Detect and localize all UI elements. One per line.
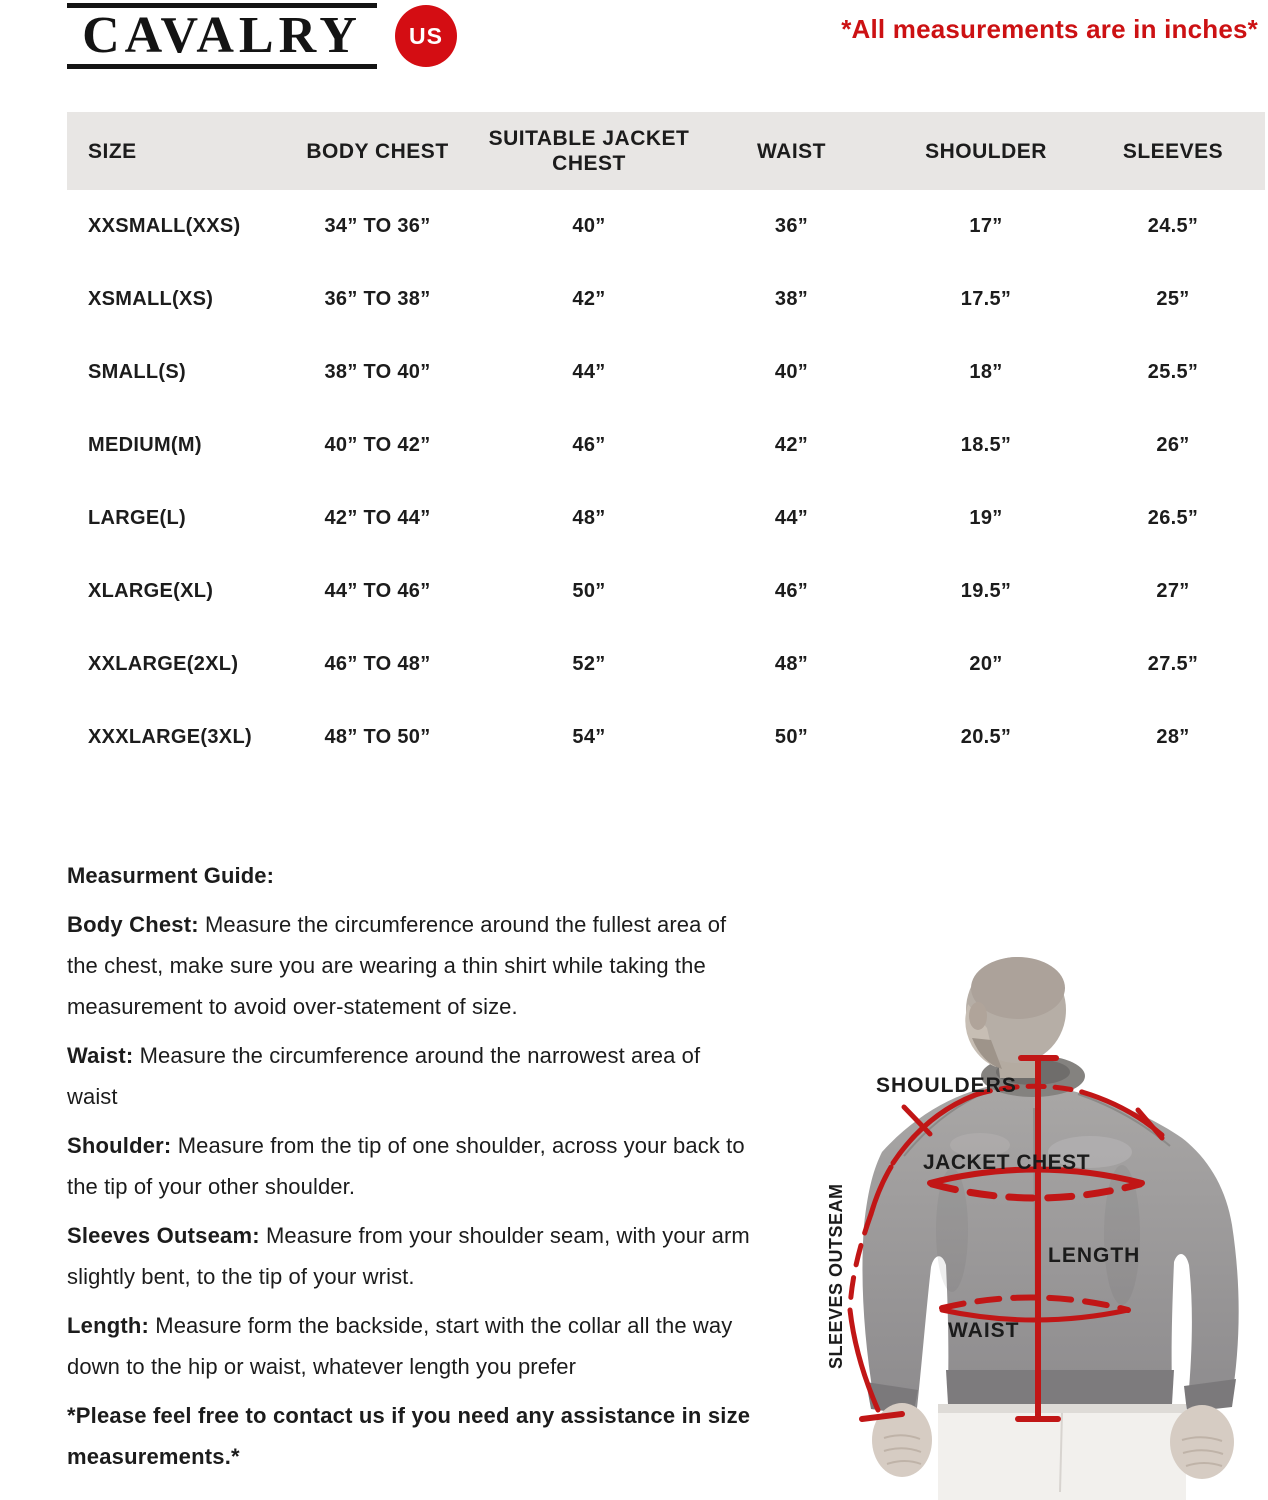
table-row-xs [67, 263, 1265, 336]
guide-item-label: Body Chest: [67, 912, 199, 937]
brand-logo-text: CAVALRY [82, 7, 362, 64]
waist-cell: 42” [774, 434, 809, 456]
waist-cell: 38” [774, 288, 809, 310]
shoulders-label: SHOULDERS [876, 1074, 1017, 1097]
sleeves-cell: 28” [1156, 726, 1190, 748]
table-row-m [67, 409, 1265, 482]
header-body-chest: BODY CHEST [306, 139, 449, 163]
jacket-chest-cell: 42” [572, 288, 606, 310]
table-row-3xl [67, 701, 1265, 774]
header-jacket-chest: SUITABLE JACKET CHEST [488, 127, 690, 175]
table-row-xxs [67, 190, 1265, 263]
jacket-chest-label: JACKET CHEST [923, 1151, 1091, 1174]
size-cell: LARGE(L) [88, 507, 186, 529]
size-cell: XLARGE(XL) [88, 580, 214, 602]
guide-item-body-chest [67, 904, 757, 1027]
waist-cell: 44” [774, 507, 809, 529]
waist-cell: 48” [774, 653, 809, 675]
shoulder-cell: 20” [969, 653, 1003, 675]
table-row-2xl [67, 628, 1265, 701]
body-chest-cell: 40” TO 42” [324, 434, 431, 456]
shoulder-cell: 17.5” [960, 288, 1012, 310]
guide-item-waist [67, 1035, 757, 1117]
jacket-chest-cell: 54” [572, 726, 606, 748]
jacket-chest-cell: 44” [572, 361, 606, 383]
waist-label: WAIST [948, 1319, 1020, 1342]
guide-item-length [67, 1305, 757, 1387]
shoulder-cell: 18” [969, 361, 1003, 383]
guide-item-text: Measure from your shoulder seam, with your arm slightly bent, to the tip of your wrist. [67, 1223, 750, 1289]
sleeves-cell: 24.5” [1147, 215, 1199, 237]
guide-footer: *Please feel free to contact us if you need any assistance in size measurements.* [67, 1403, 751, 1469]
body-chest-cell: 34” TO 36” [324, 215, 431, 237]
table-header-row [67, 112, 1265, 190]
size-cell: XSMALL(XS) [88, 288, 214, 310]
sleeves-cell: 26” [1156, 434, 1190, 456]
body-chest-cell: 46” TO 48” [324, 653, 431, 675]
size-cell: XXLARGE(2XL) [88, 653, 239, 675]
guide-item-text: Measure the circumference around the narrowest area of waist [67, 1043, 701, 1109]
table-row-s [67, 336, 1265, 409]
jacket-chest-cell: 48” [572, 507, 606, 529]
shoulder-cell: 17” [969, 215, 1003, 237]
jacket-chest-cell: 52” [572, 653, 606, 675]
size-cell: MEDIUM(M) [88, 434, 202, 456]
shoulder-cell: 18.5” [960, 434, 1012, 456]
guide-item-label: Shoulder: [67, 1133, 172, 1158]
jacket-chest-cell: 50” [572, 580, 606, 602]
brand-logo [67, 3, 377, 69]
header-waist: WAIST [757, 139, 826, 163]
body-chest-cell: 48” TO 50” [324, 726, 431, 748]
waist-cell: 40” [774, 361, 809, 383]
guide-item-text: Measure the circumference around the fullest area of the chest, make sure you are wearing a thin shirt while taking the measurement to avoid over-statement of size. [67, 912, 727, 1019]
us-badge-label: US [409, 22, 443, 49]
header-sleeves: SLEEVES [1122, 139, 1224, 163]
us-badge-icon [395, 5, 457, 67]
sleeves-cell: 25” [1156, 288, 1190, 310]
guide-item-text: Measure from the tip of one shoulder, across your back to the tip of your other shoulder. [67, 1133, 745, 1199]
size-cell: XXXLARGE(3XL) [88, 726, 252, 748]
table-row-l [67, 482, 1265, 555]
measurement-guide [67, 855, 757, 1485]
guide-item-label: Length: [67, 1313, 150, 1338]
sleeves-outseam-label: SLEEVES OUTSEAM [826, 1183, 846, 1369]
header-shoulder: SHOULDER [925, 139, 1047, 163]
waist-cell: 46” [774, 580, 809, 602]
jacket-chest-cell: 40” [572, 215, 606, 237]
body-chest-cell: 38” TO 40” [324, 361, 431, 383]
size-table [67, 112, 1265, 774]
sleeves-cell: 25.5” [1147, 361, 1199, 383]
jacket-hem [946, 1370, 1174, 1404]
size-cell: XXSMALL(XXS) [88, 215, 241, 237]
jacket-chest-cell: 46” [572, 434, 606, 456]
guide-title: Measurment Guide: [67, 863, 275, 888]
guide-item-label: Waist: [67, 1043, 134, 1068]
table-row-xl [67, 555, 1265, 628]
body-chest-cell: 42” TO 44” [324, 507, 431, 529]
body-chest-cell: 36” TO 38” [324, 288, 431, 310]
measurements-note: *All measurements are in inches* [841, 14, 1258, 44]
guide-item-label: Sleeves Outseam: [67, 1223, 260, 1248]
guide-item-text: Measure form the backside, start with the collar all the way down to the hip or waist, whatever length you prefer [67, 1313, 733, 1379]
waist-cell: 36” [774, 215, 809, 237]
length-label: LENGTH [1048, 1244, 1141, 1267]
sleeves-cell: 27.5” [1147, 653, 1199, 675]
guide-item-sleeves-outseam [67, 1215, 757, 1297]
size-cell: SMALL(S) [88, 361, 186, 383]
ear [969, 1002, 987, 1030]
header-size: SIZE [88, 139, 137, 163]
jacket-measurement-diagram [790, 920, 1268, 1500]
body-chest-cell: 44” TO 46” [324, 580, 431, 602]
jacket-back-figure [790, 920, 1268, 1500]
shoulder-cell: 20.5” [960, 726, 1012, 748]
shoulder-cell: 19” [969, 507, 1003, 529]
guide-item-shoulder [67, 1125, 757, 1207]
waist-cell: 50” [774, 726, 809, 748]
sleeves-cell: 27” [1156, 580, 1190, 602]
sleeves-cell: 26.5” [1147, 507, 1199, 529]
shoulder-cell: 19.5” [960, 580, 1012, 602]
